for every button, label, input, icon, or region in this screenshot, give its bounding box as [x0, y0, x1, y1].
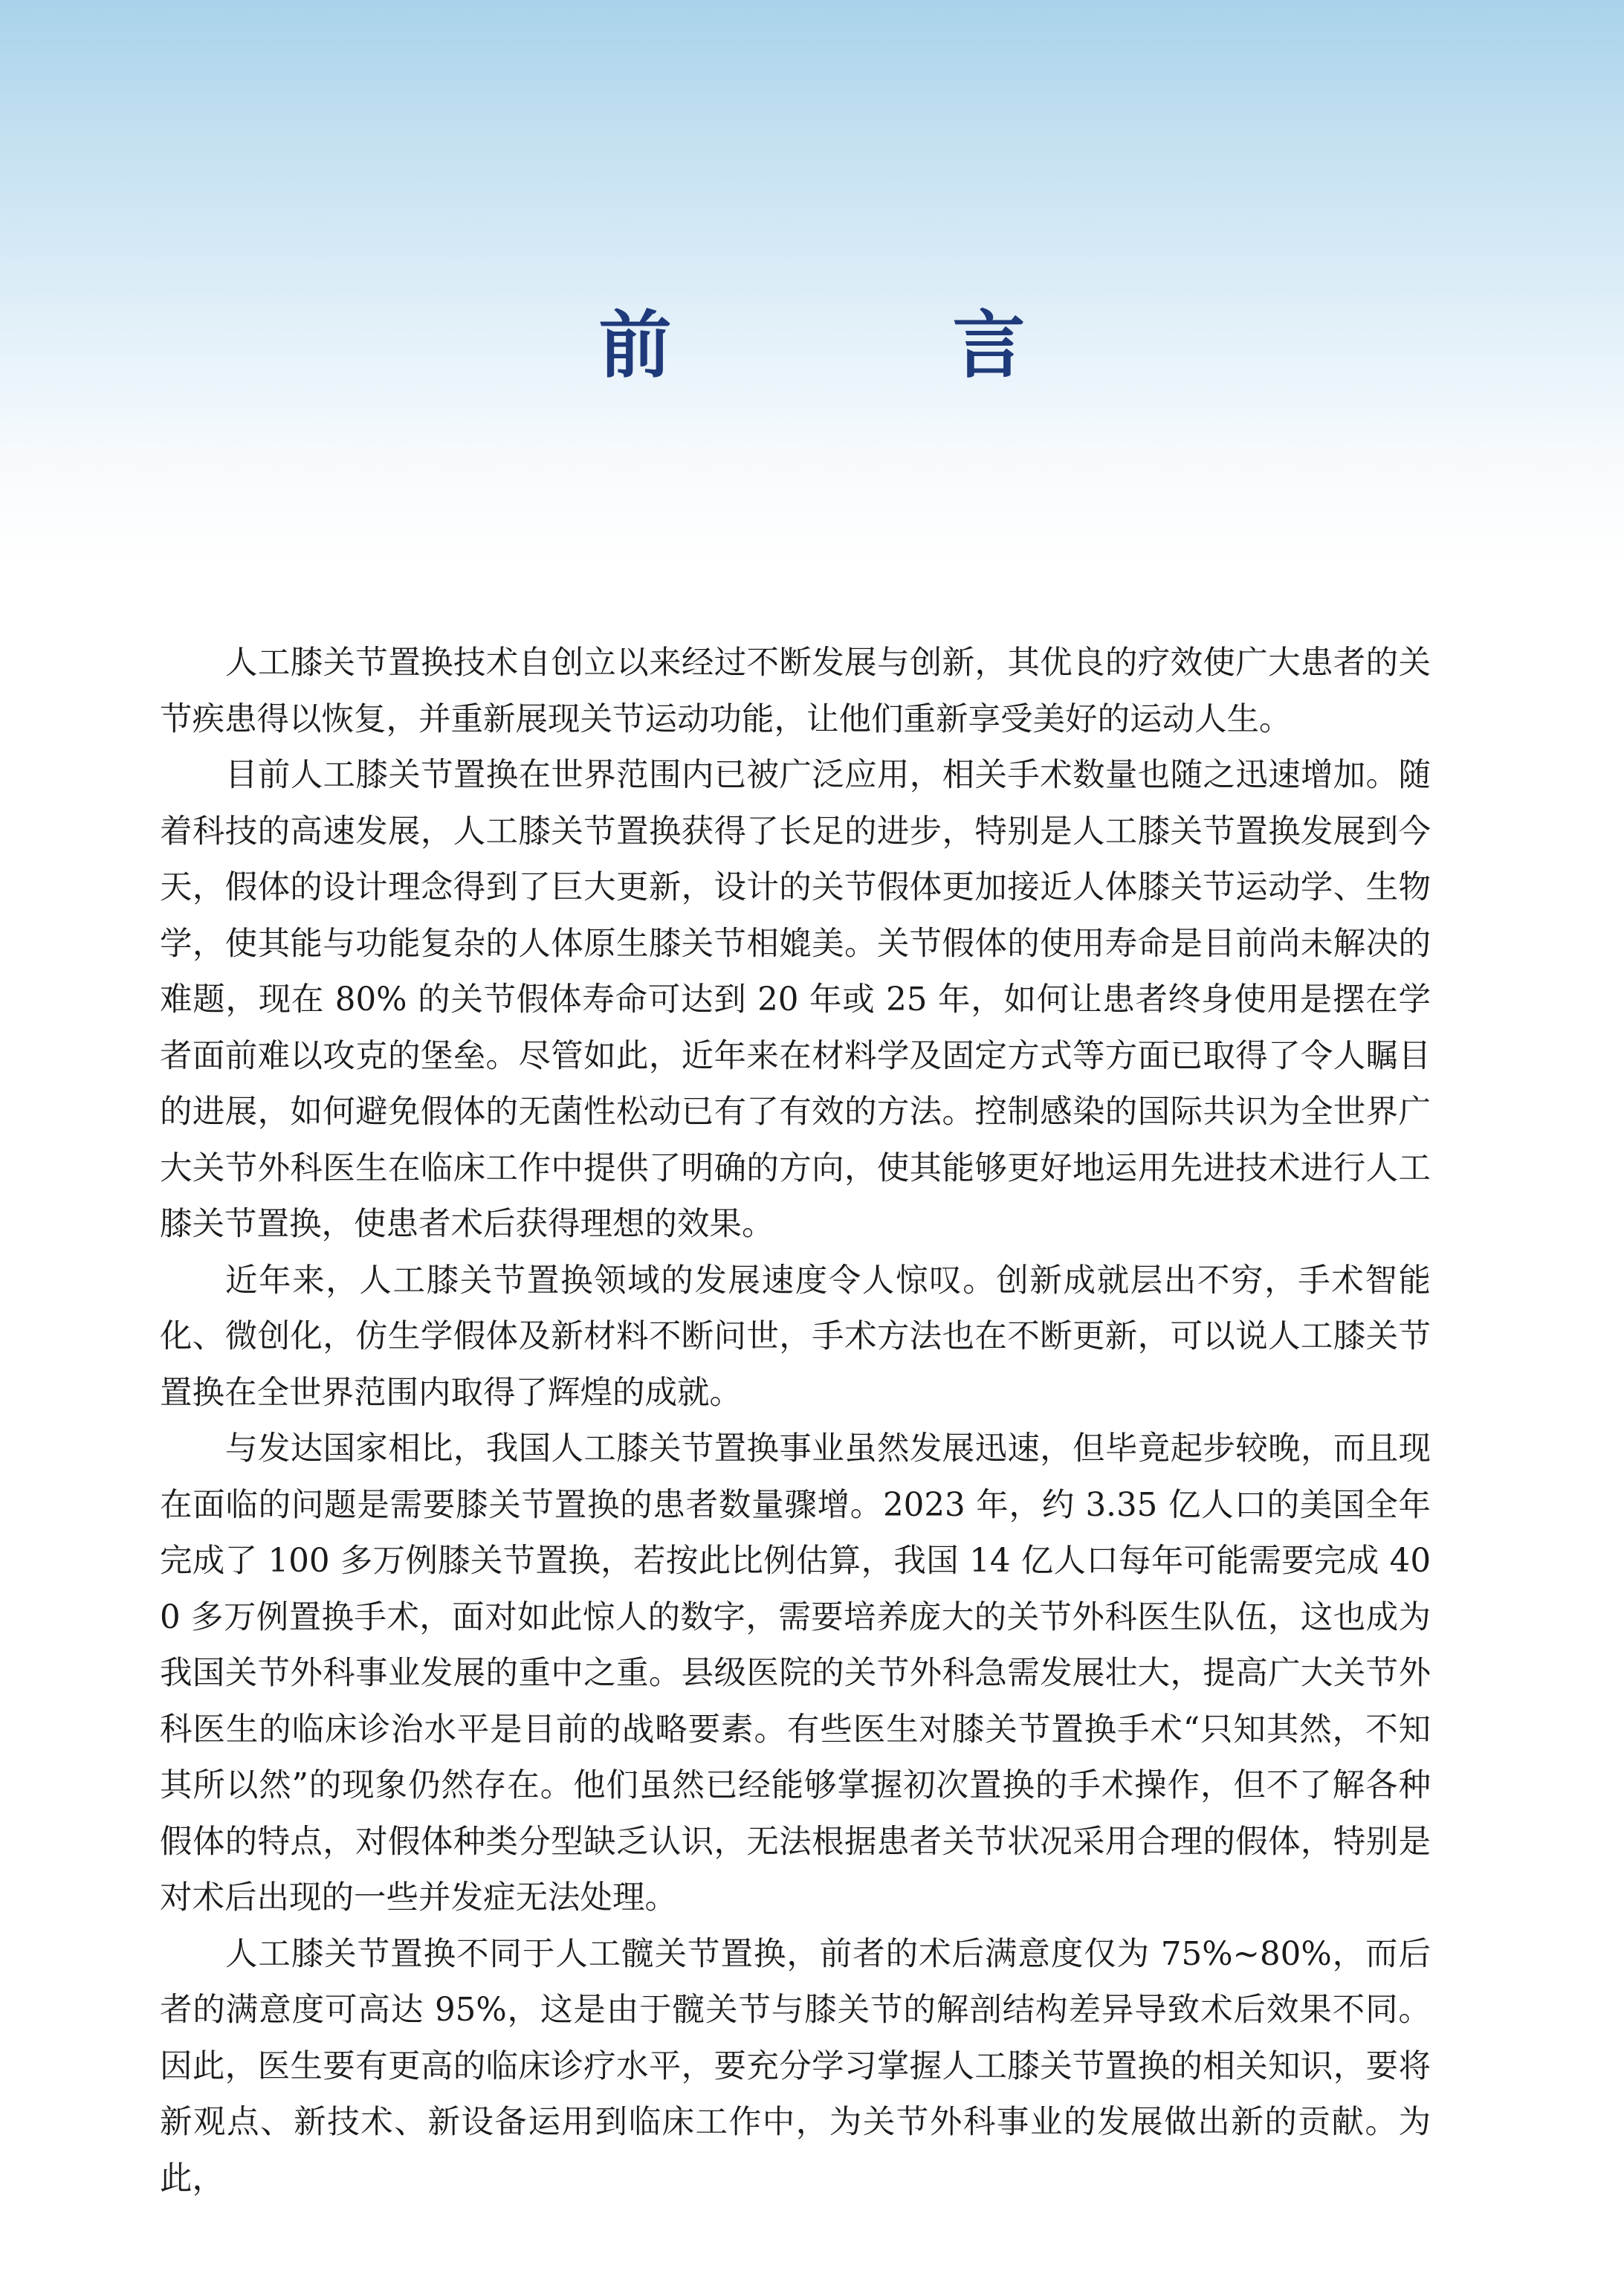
preface-body [160, 636, 1431, 2207]
paragraph-4: 与发达国家相比，我国人工膝关节置换事业虽然发展迅速，但毕竟起步较晚，而且现在面临的问题是需要膝关节置换的患者数量骤增。2023 年，约 3.35 亿人口的美国全年完成了 100 多万例膝关节置换，若按此比例估算，我国 14 亿人口每年可能需要完成 400 多万例置换手术，面对如此惊人的数字，需要培养庞大的关节外科医生队伍，这也成为我国关节外科事业发展的重中之重。县级医院的关节外科急需发展壮大，提高广大关节外科医生的临床诊治水平是目前的战略要素。有些医生对膝关节置换手术“只知其然，不知其所以然”的现象仍然存在。他们虽然已经能够掌握初次置换的手术操作，但不了解各种假体的特点，对假体种类分型缺乏认识，无法根据患者关节状况采用合理的假体，特别是对术后出现的一些并发症无法处理。 [160, 1430, 1431, 1917]
paragraph-5: 人工膝关节置换不同于人工髋关节置换，前者的术后满意度仅为 75%~80%，而后者的满意度可高达 95%，这是由于髋关节与膝关节的解剖结构差异导致术后效果不同。因此，医生要有更高的临床诊疗水平，要充分学习掌握人工膝关节置换的相关知识，要将新观点、新技术、新设备运用到临床工作中，为关节外科事业的发展做出新的贡献。为此， [160, 1935, 1431, 2198]
paragraph-3: 近年来，人工膝关节置换领域的发展速度令人惊叹。创新成就层出不穷，手术智能化、微创化，仿生学假体及新材料不断问世，手术方法也在不断更新，可以说人工膝关节置换在全世界范围内取得了辉煌的成就。 [160, 1262, 1431, 1412]
paragraph-1: 人工膝关节置换技术自创立以来经过不断发展与创新，其优良的疗效使广大患者的关节疾患得以恢复，并重新展现关节运动功能，让他们重新享受美好的运动人生。 [160, 645, 1431, 738]
page-title: 前 言 [598, 303, 1130, 388]
paragraph-2: 目前人工膝关节置换在世界范围内已被广泛应用，相关手术数量也随之迅速增加。随着科技的高速发展，人工膝关节置换获得了长足的进步，特别是人工膝关节置换发展到今天，假体的设计理念得到了巨大更新，设计的关节假体更加接近人体膝关节运动学、生物学，使其能与功能复杂的人体原生膝关节相媲美。关节假体的使用寿命是目前尚未解决的难题，现在 80% 的关节假体寿命可达到 20 年或 25 年，如何让患者终身使用是摆在学者面前难以攻克的堡垒。尽管如此，近年来在材料学及固定方式等方面已取得了令人瞩目的进展，如何避免假体的无菌性松动已有了有效的方法。控制感染的国际共识为全世界广大关节外科医生在临床工作中提供了明确的方向，使其能够更好地运用先进技术进行人工膝关节置换，使患者术后获得理想的效果。 [160, 757, 1431, 1243]
header-gradient-band [0, 0, 1624, 565]
